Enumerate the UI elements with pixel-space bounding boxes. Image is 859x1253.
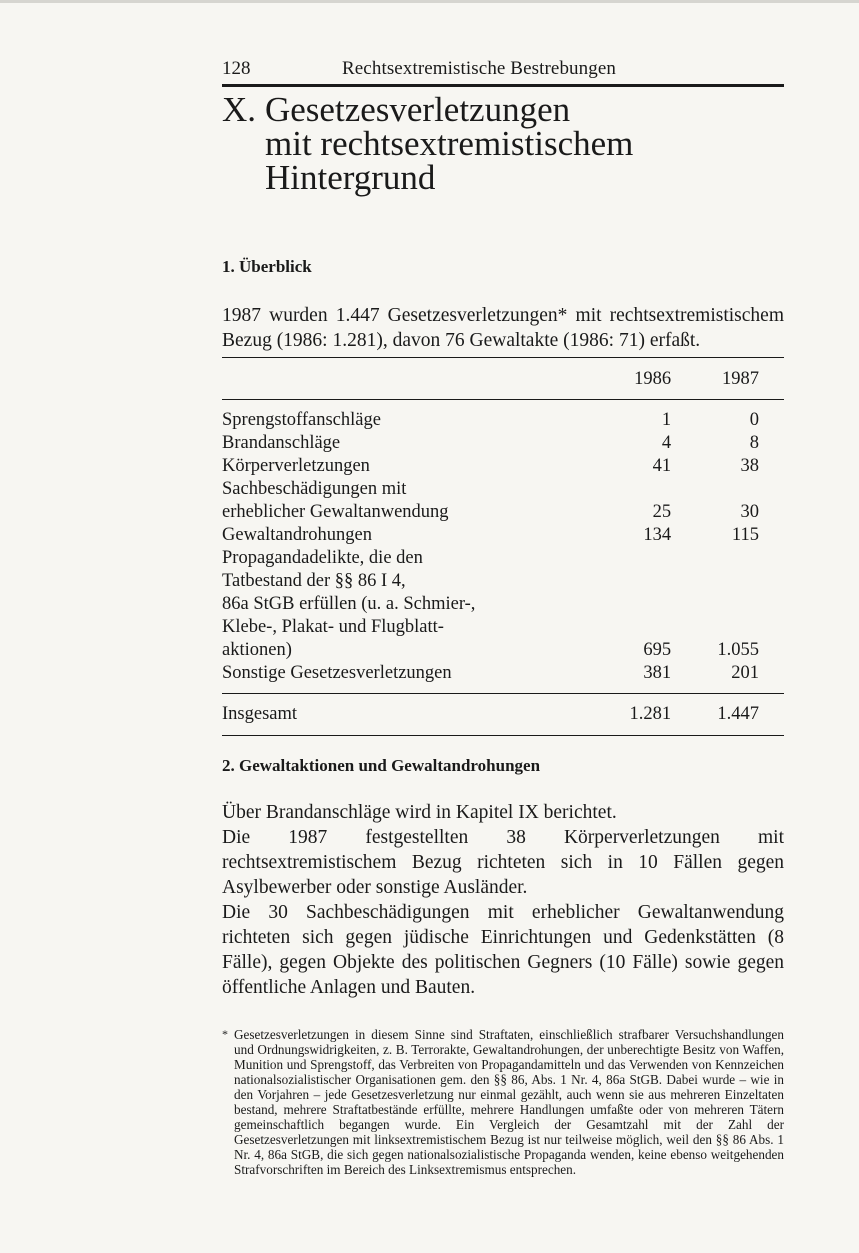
row-label: Gewaltandrohungen [222, 525, 373, 545]
footnote-text: Gesetzesverletzungen in diesem Sinne sind Straftaten, einschließlich strafbarer Versuchshandlungen und Ordnungswidrigkeiten, z. B. Terrorakte, Gewaltandrohungen, der unberechtigte Besitz von Waffen, Munition und Sprengstoff, das Verbreiten von Propagandamitteln und das Verwenden von Kennzeichen nationalsozialistischer Organisationen gem. den §§ 86, Abs. 1 Nr. 4, 86a StGB. Dabei wurde – wie in den Vorjahren – jede Gesetzesverletzung nur einmal gezählt, auch wenn sie aus mehreren Einzeltaten bestand, mehrere Straftatbestände erfüllte, mehrere Handlungen umfaßte oder von mehreren Tätern gemeinschaftlich begangen wurde. Ein Vergleich der Gesamtzahl mit der Zahl der Gesetzesverletzungen mit linksextremistischem Bezug ist nur teilweise möglich, weil den §§ 86 Abs. 1 Nr. 4, 86a StGB, die sich gegen nationalsozialistische Propaganda wenden, keine ebenso weitgehenden Strafvorschriften im Bereich des Linksextremismus entsprechen. [234, 1027, 784, 1177]
row-label-line: Tatbestand der §§ 86 I 4, [222, 571, 406, 591]
running-header [222, 58, 784, 87]
section-heading-overview: 1. Überblick [222, 257, 312, 276]
row-label [222, 478, 609, 524]
value-1986: 4 [661, 433, 672, 453]
value-1987: 8 [749, 433, 759, 453]
table-row [222, 478, 784, 524]
table-row [222, 400, 784, 433]
total-label: Insgesamt [222, 694, 609, 736]
table-row [222, 455, 784, 478]
row-label: Körperverletzungen [222, 456, 370, 476]
value-1987: 0 [749, 410, 759, 430]
intro-paragraph: 1987 wurden 1.447 Gesetzesverletzungen* mit rechtsextremistischem Bezug (1986: 1.281), davon 76 Gewaltakte (1986: 71) erfaßt. [222, 305, 784, 351]
row-label: Brandanschläge [222, 433, 341, 453]
chapter-number: X. [222, 90, 257, 129]
footnote [222, 1027, 784, 1177]
row-label-line: erheblicher Gewaltanwendung [222, 502, 449, 522]
row-label: Sonstige Gesetzesverletzungen [222, 663, 452, 683]
row-label-line: Klebe-, Plakat- und Flugblatt- [222, 617, 444, 637]
value-1987: 38 [740, 456, 759, 476]
running-title: Rechtsextremistische Bestrebungen [342, 58, 616, 79]
chapter-title-line-2: mit rechtsextremistischem Hintergrund [265, 124, 634, 197]
value-1986: 695 [643, 640, 672, 660]
value-1987: 1.055 [717, 640, 759, 660]
page-number: 128 [222, 58, 251, 79]
document-page [222, 58, 784, 1177]
row-label [222, 547, 609, 662]
table-row [222, 662, 784, 694]
row-label-line: 86a StGB erfüllen (u. a. Schmier-, [222, 594, 476, 614]
value-1986: 25 [652, 502, 672, 522]
total-1987: 1.447 [671, 694, 784, 736]
section-heading-violence: 2. Gewaltaktionen und Gewaltandrohungen [222, 756, 541, 775]
chapter-title [222, 90, 784, 197]
row-label-line: aktionen) [222, 640, 292, 660]
table-header-row [222, 358, 784, 400]
chapter-title-line-1: Gesetzesverletzungen [265, 90, 571, 129]
paragraph: Über Brandanschläge wird in Kapitel IX berichtet. [222, 802, 617, 823]
value-1986: 381 [643, 663, 672, 683]
value-1986: 41 [652, 456, 672, 476]
row-label-line: Sachbeschädigungen mit [222, 479, 407, 499]
paragraph: Die 30 Sachbeschädigungen mit erheblicher Gewaltanwendung richteten sich gegen jüdische Einrichtungen und Gedenkstätten (8 Fälle), gegen Objekte des politischen Gegners (10 Fälle) sowie gegen öffentliche Anlagen und Bauten. [222, 902, 784, 998]
value-1987: 30 [740, 502, 759, 522]
value-1986: 134 [643, 525, 672, 545]
section-body [222, 800, 784, 1000]
statistics-table [222, 357, 784, 736]
row-label: Sprengstoffanschläge [222, 410, 381, 430]
column-header-1987: 1987 [671, 358, 784, 400]
value-1986: 1 [661, 410, 672, 430]
footnote-mark: * [222, 1027, 228, 1041]
scan-edge-top [0, 0, 859, 3]
row-label-line: Propagandadelikte, die den [222, 548, 423, 568]
table-row [222, 524, 784, 547]
value-1987: 201 [731, 663, 759, 683]
total-1986: 1.281 [609, 694, 671, 736]
paragraph: Die 1987 festgestellten 38 Körperverletzungen mit rechtsextremistischem Bezug richteten sich in 10 Fällen gegen Asylbewerber oder sonstige Ausländer. [222, 827, 784, 898]
column-header-1986: 1986 [609, 358, 671, 400]
table-row [222, 432, 784, 455]
table-total-row [222, 694, 784, 736]
table-row [222, 547, 784, 662]
value-1987: 115 [731, 525, 759, 545]
